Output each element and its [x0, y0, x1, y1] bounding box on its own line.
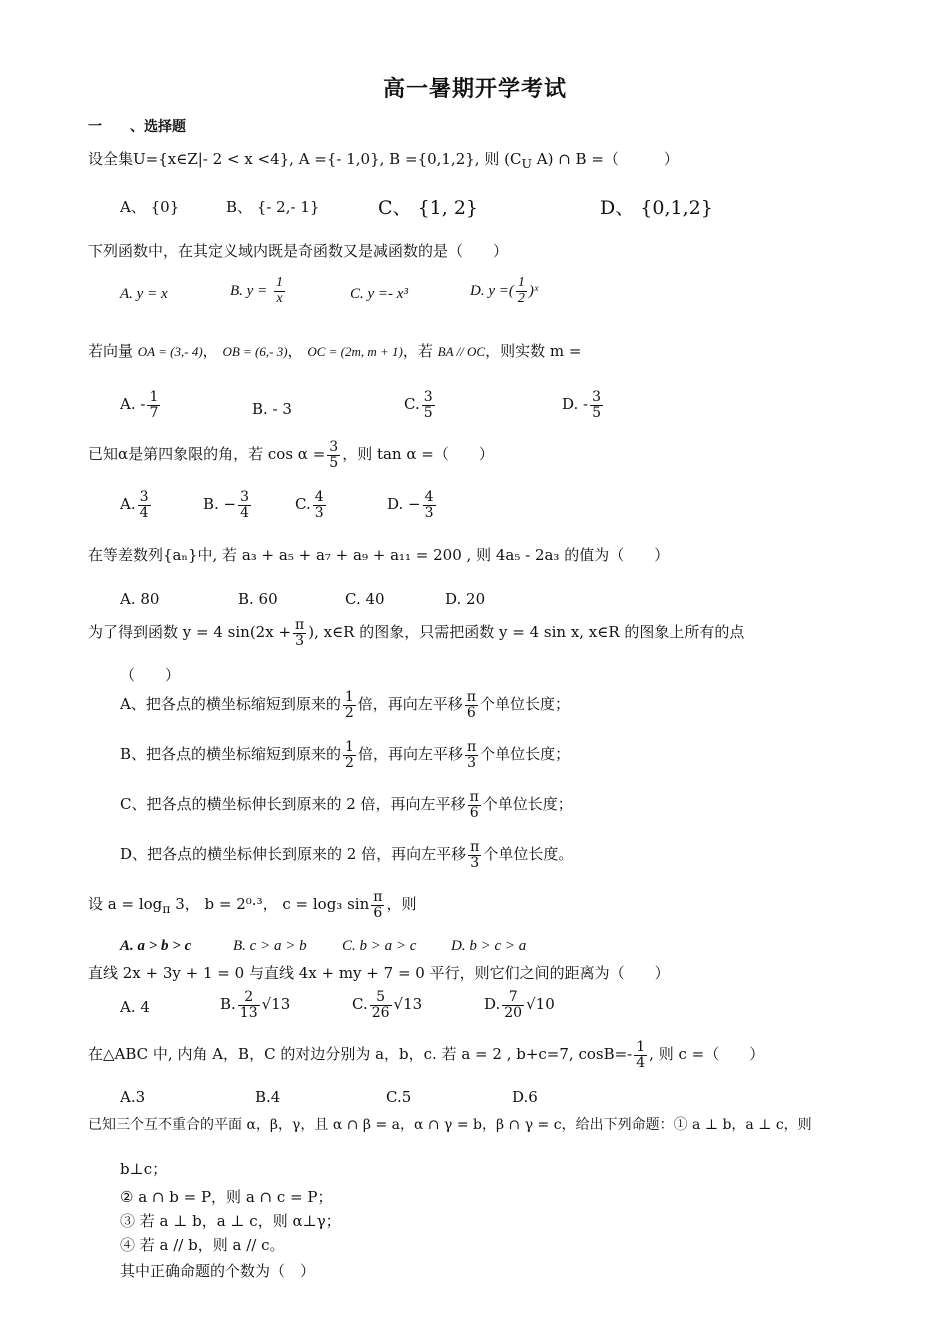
question-3: 若向量 OA = (3,- 4)， OB = (6,- 3)， OC = (2m, m + 1)，若 BA // OC，则实数 m = — [88, 342, 582, 360]
q6-d-end: 个单位长度。 — [483, 845, 574, 864]
q6-b-n: 1 — [345, 739, 354, 755]
q4-c-den: 3 — [314, 504, 324, 521]
q5-option-a[interactable]: A. 80 — [120, 590, 160, 608]
q4-b-num: 3 — [240, 489, 250, 505]
q4-den: 5 — [329, 454, 339, 471]
q6-b-d: 2 — [345, 754, 354, 771]
q3-c-label: C. — [404, 395, 420, 414]
q6-b-mid: 倍，再向左平移 — [357, 745, 463, 764]
q9-stem-end: , 则 c =（ ） — [649, 1045, 765, 1064]
q9-fraction — [634, 1040, 647, 1070]
q8-option-d[interactable] — [484, 990, 555, 1020]
q1-stem: 设全集U={x∈Z|- 2 < x <4}, A ={- 1,0}, B ={0,1,2}, 则 (C — [88, 150, 522, 168]
question-10: 已知三个互不重合的平面 α，β，γ，且 α ∩ β = a，α ∩ γ = b，β ∩ γ = c，给出下列命题：① a ⊥ b，a ⊥ c，则 — [88, 1117, 812, 1133]
q8-c-fraction — [370, 990, 392, 1020]
q6-pi: π — [295, 617, 305, 633]
q2-option-a[interactable] — [120, 284, 168, 303]
q8-b-den: 13 — [239, 1004, 258, 1021]
q7-stem-sub: π — [162, 901, 171, 917]
q6-b-pn: π — [466, 739, 477, 755]
question-7 — [88, 890, 416, 920]
q3-stem-end: ，则实数 m = — [485, 342, 582, 360]
q2-option-c[interactable] — [350, 284, 408, 303]
q6-option-c[interactable] — [120, 790, 573, 820]
q5-option-d[interactable]: D. 20 — [445, 590, 486, 608]
q6-b-end: 个单位长度； — [480, 745, 571, 764]
q6-a-end: 个单位长度； — [479, 695, 570, 714]
q8-b-root: √13 — [261, 995, 291, 1014]
q6-d-frac — [468, 840, 481, 870]
q1-option-c[interactable]: C、 {1, 2} — [378, 197, 479, 219]
q6-three: 3 — [295, 632, 305, 649]
q8-d-label: D. — [484, 995, 501, 1014]
q8-c-label: C. — [352, 995, 368, 1014]
q2-b-label: B. y = — [230, 283, 268, 300]
q1-stem-sub: U — [521, 156, 532, 171]
q6-c-pd: 6 — [469, 804, 479, 821]
q6-a-frac1 — [343, 690, 356, 720]
q8-b-num: 2 — [238, 990, 260, 1006]
q2-option-a-text: A. y = x — [120, 286, 168, 302]
q10-line-4: ④ 若 a // b，则 a // c。 — [120, 1236, 285, 1254]
question-6 — [88, 618, 744, 648]
q4-b-label: B. − — [203, 495, 237, 514]
q9-option-a[interactable]: A.3 — [120, 1088, 146, 1106]
q7-stem-mid: 3， b = 2⁰·³， c = log₃ sin — [170, 895, 370, 914]
q8-option-c[interactable] — [352, 990, 422, 1020]
q6-a-pn: π — [466, 689, 476, 705]
q2-d-post: )ˣ — [528, 283, 539, 300]
q4-option-a[interactable] — [120, 490, 153, 520]
q3-vector-ob: OB = (6,- 3) — [222, 344, 288, 359]
q4-b-fraction — [238, 490, 251, 520]
q3-c-num: 3 — [423, 389, 433, 405]
q1-stem-end: A) ∩ B =（ ） — [531, 150, 679, 168]
q10-line-3: ③ 若 a ⊥ b，a ⊥ c，则 α⊥γ； — [120, 1212, 341, 1230]
q7-option-d[interactable]: D. b > c > a — [451, 938, 527, 954]
q4-a-label: A. — [120, 495, 136, 514]
question-1 — [88, 148, 679, 171]
q6-a-mid: 倍，再向左平移 — [357, 695, 463, 714]
q8-b-label: B. — [220, 995, 236, 1014]
q9-option-b[interactable]: B.4 — [255, 1088, 281, 1106]
q2-d-den: 2 — [517, 290, 525, 306]
q3-vector-oa: OA = (3,- 4) — [137, 344, 203, 359]
q10-line-5: 其中正确命题的个数为（ ） — [120, 1262, 316, 1280]
q3-d-fraction — [590, 390, 603, 420]
question-9 — [88, 1040, 764, 1070]
q8-c-den: 26 — [371, 1004, 390, 1021]
section-heading: 一 、选择题 — [88, 119, 186, 135]
q9-num: 1 — [636, 1039, 646, 1055]
q4-c-fraction — [313, 490, 326, 520]
q6-a-frac2 — [465, 690, 478, 720]
q4-c-label: C. — [295, 495, 311, 514]
q9-den: 4 — [636, 1054, 646, 1071]
q2-d-label: D. y =( — [470, 283, 514, 300]
q3-c-den: 5 — [423, 404, 433, 421]
q7-option-a[interactable]: A. a > b > c — [120, 938, 192, 954]
q4-num: 3 — [329, 439, 339, 455]
q8-d-num: 7 — [502, 990, 524, 1006]
q2-option-c-text: C. y =- x³ — [350, 286, 408, 302]
q8-d-root: √10 — [526, 995, 555, 1014]
q2-b-den: x — [276, 290, 283, 306]
q8-d-den: 20 — [504, 1004, 523, 1021]
q6-b-frac1 — [343, 740, 356, 770]
q6-d-pn: π — [470, 839, 480, 855]
q9-option-c[interactable]: C.5 — [386, 1088, 412, 1106]
q3-a-num: 1 — [149, 389, 159, 405]
question-5: 在等差数列{aₙ}中, 若 a₃ + a₅ + a₇ + a₉ + a₁₁ = 200 , 则 4a₅ - 2a₃ 的值为（ ） — [88, 546, 670, 564]
q3-c-fraction — [422, 390, 435, 420]
q4-a-den: 4 — [139, 504, 149, 521]
q3-a-label: A. - — [120, 395, 146, 414]
q3-d-den: 5 — [592, 404, 602, 421]
q2-option-b[interactable] — [230, 276, 287, 306]
q7-pn: π — [373, 889, 383, 905]
q3-stem-pre: 若向量 — [88, 342, 134, 360]
q6-option-d[interactable] — [120, 840, 573, 870]
q4-option-c[interactable] — [295, 490, 328, 520]
question-4 — [88, 440, 494, 470]
q5-option-c[interactable]: C. 40 — [345, 590, 385, 608]
q4-option-d[interactable] — [387, 490, 438, 520]
q9-option-d[interactable]: D.6 — [512, 1088, 538, 1106]
q6-c-pn: π — [469, 789, 479, 805]
q7-fraction — [371, 890, 384, 920]
q2-b-num: 1 — [275, 275, 283, 290]
q3-a-den: 7 — [149, 404, 159, 421]
q10-line-1: b⊥c； — [120, 1160, 168, 1178]
q4-a-num: 3 — [139, 489, 149, 505]
q4-d-den: 3 — [424, 504, 434, 521]
q3-condition: BA // OC — [437, 344, 486, 359]
q3-vector-oc: OC = (2m, m + 1) — [307, 344, 403, 359]
q6-c-frac — [468, 790, 481, 820]
q3-d-num: 3 — [592, 389, 602, 405]
q6-d-pd: 3 — [470, 854, 480, 871]
q8-option-b[interactable] — [220, 990, 290, 1020]
q3-option-b[interactable]: B. - 3 — [252, 400, 292, 418]
q2-d-fraction — [516, 276, 527, 306]
q4-option-b[interactable] — [203, 490, 253, 520]
q1-option-b[interactable]: B、 {- 2,- 1} — [226, 198, 320, 216]
q7-pd: 6 — [373, 904, 383, 921]
q8-d-fraction — [502, 990, 524, 1020]
q7-stem-end: ，则 — [386, 895, 417, 914]
q4-d-fraction — [423, 490, 436, 520]
q4-d-label: D. − — [387, 495, 421, 514]
q8-option-a[interactable]: A. 4 — [120, 998, 150, 1016]
q3-option-a[interactable] — [120, 390, 162, 420]
q4-stem-end: ，则 tan α =（ ） — [342, 445, 494, 464]
q6-option-b[interactable] — [120, 740, 570, 770]
q4-d-num: 4 — [424, 489, 434, 505]
q4-stem-pre: 已知α是第四象限的角，若 cos α = — [88, 445, 326, 464]
q9-stem-pre: 在△ABC 中, 内角 A，B，C 的对边分别为 a，b，c. 若 a = 2 , b+c=7, cosB=- — [88, 1045, 633, 1064]
q4-c-num: 4 — [314, 489, 324, 505]
q6-c-end: 个单位长度； — [482, 795, 573, 814]
question-2: 下列函数中，在其定义域内既是奇函数又是减函数的是（ ） — [88, 242, 509, 260]
q8-c-num: 5 — [370, 990, 392, 1006]
q2-option-d[interactable] — [470, 276, 538, 306]
q6-a-pre: A、把各点的横坐标缩短到原来的 — [120, 695, 341, 714]
q4-b-den: 4 — [240, 504, 250, 521]
q7-option-b[interactable]: B. c > a > b — [233, 938, 307, 954]
q3-d-label: D. - — [562, 395, 589, 414]
q2-d-num: 1 — [517, 275, 525, 290]
q6-option-a[interactable] — [120, 690, 570, 720]
q10-line-2: ② a ∩ b = P，则 a ∩ c = P； — [120, 1188, 333, 1206]
q8-b-fraction — [238, 990, 260, 1020]
q6-a-n: 1 — [344, 689, 354, 705]
q4-fraction — [327, 440, 340, 470]
q6-stem-pre: 为了得到函数 y = 4 sin(2x + — [88, 623, 292, 642]
q6-c-pre: C、把各点的横坐标伸长到原来的 2 倍，再向左平移 — [120, 795, 466, 814]
page-title: 高一暑期开学考试 — [382, 77, 567, 102]
q1-option-d[interactable]: D、 {0,1,2} — [600, 197, 713, 219]
question-8: 直线 2x + 3y + 1 = 0 与直线 4x + my + 7 = 0 平行，则它们之间的距离为（ ） — [88, 964, 670, 982]
q3-option-d[interactable] — [562, 390, 605, 420]
q6-fraction — [293, 618, 306, 648]
q6-b-pd: 3 — [467, 754, 477, 771]
q6-a-pd: 6 — [466, 704, 476, 721]
q3-a-fraction — [147, 390, 160, 420]
q5-option-b[interactable]: B. 60 — [238, 590, 278, 608]
q6-b-frac2 — [465, 740, 478, 770]
q3-cond-pre: ，若 — [402, 342, 433, 360]
q6-stem-end: ), x∈R 的图象，只需把函数 y = 4 sin x, x∈R 的图象上所有的点 — [308, 623, 745, 642]
q6-paren: （ ） — [120, 666, 181, 684]
q1-option-a[interactable]: A、 {0} — [120, 198, 180, 216]
q8-c-root: √13 — [393, 995, 423, 1014]
q3-option-c[interactable] — [404, 390, 437, 420]
q4-a-fraction — [138, 490, 151, 520]
q6-d-pre: D、把各点的横坐标伸长到原来的 2 倍，再向左平移 — [120, 845, 467, 864]
q2-b-fraction — [274, 276, 285, 306]
q6-b-pre: B、把各点的横坐标缩短到原来的 — [120, 745, 342, 764]
q7-stem-pre: 设 a = log — [88, 895, 163, 914]
q7-option-c[interactable]: C. b > a > c — [342, 938, 417, 954]
q6-a-d: 2 — [344, 704, 354, 721]
